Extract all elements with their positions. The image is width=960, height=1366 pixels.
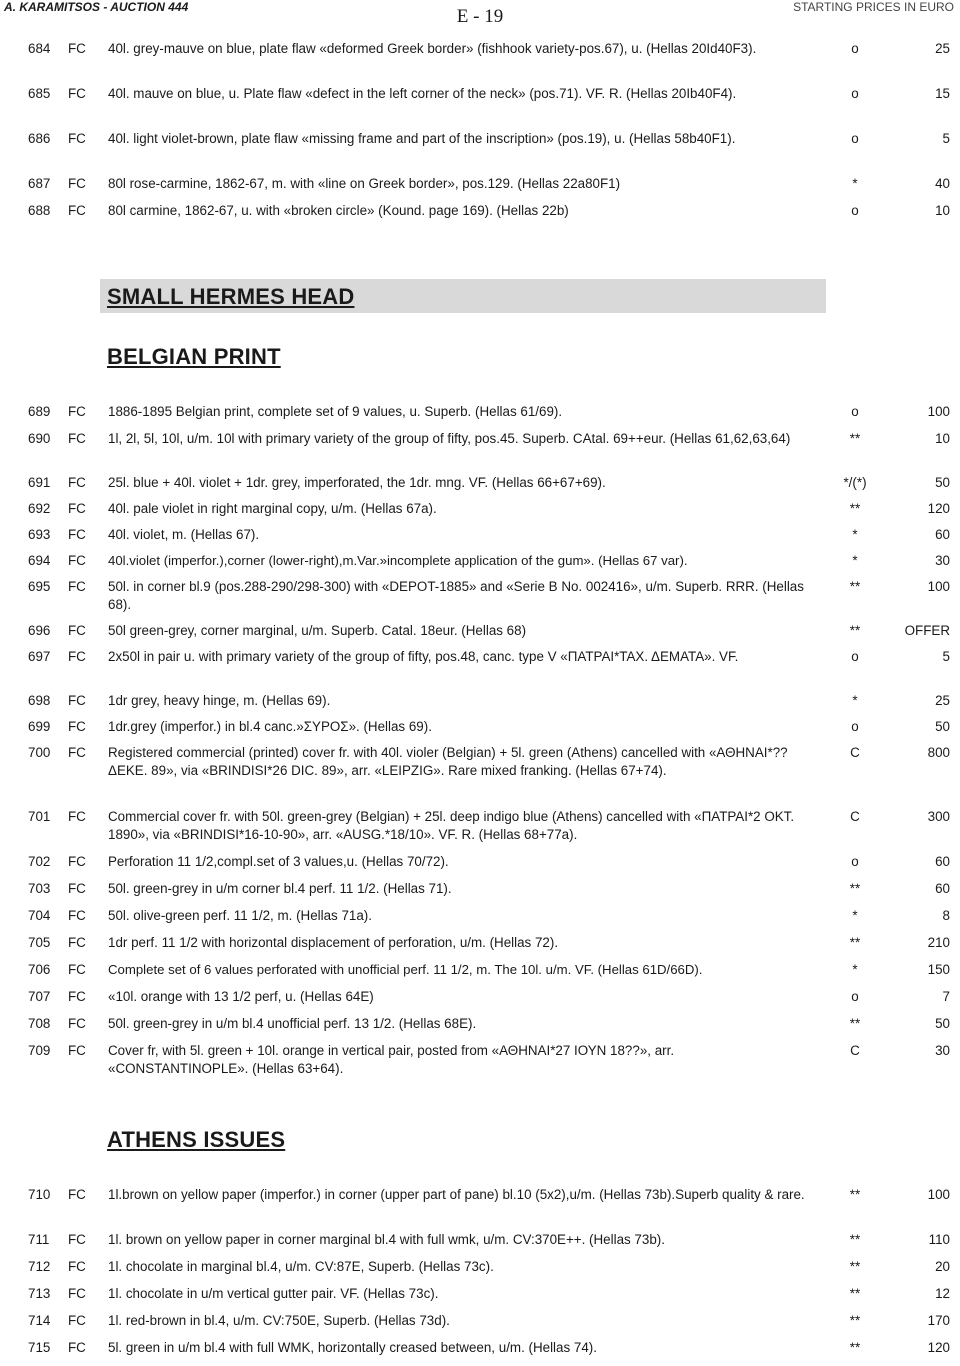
lot-description: 1l.brown on yellow paper (imperfor.) in corner (upper part of pane) bl.10 (5x2),u/m. (Hellas 73b).Superb quality & rare. [108,1187,805,1202]
lot-condition: ** [849,1187,861,1202]
lot-class: FC [68,1232,86,1247]
lot-price: 20 [935,1259,950,1274]
lot-price: 100 [927,1187,950,1202]
lot-number: 713 [28,1286,51,1301]
lot-price: 100 [927,404,950,419]
lot-row [0,1186,960,1231]
lot-row [0,808,960,853]
lot-description: 1l. brown on yellow paper in corner marginal bl.4 with full wmk, u/m. CV:370E++. (Hellas 73b). [108,1232,665,1247]
lot-class: FC [68,404,86,419]
lot-number: 686 [28,131,51,146]
lot-class: FC [68,1286,86,1301]
lot-row [0,1042,960,1086]
lot-price: 5 [942,131,950,146]
lot-condition: o [851,854,859,869]
lot-condition: * [852,527,858,542]
lot-row [0,1231,960,1258]
lot-price: 30 [935,553,950,568]
page-header [0,0,960,30]
section-title-small-hermes: SMALL HERMES HEAD [107,284,355,309]
lot-row [0,202,960,229]
lot-row [0,1285,960,1312]
lot-number: 702 [28,854,51,869]
lot-description: 50l. olive-green perf. 11 1/2, m. (Hellas 71a). [108,908,372,923]
lot-description: 80l rose-carmine, 1862-67, m. with «line on Greek border», pos.129. (Hellas 22a80F1) [108,176,621,191]
lot-class: FC [68,1259,86,1274]
lot-description: Complete set of 6 values perforated with unofficial perf. 11 1/2, m. The 10l. u/m. VF. (Hellas 61D/66D). [108,962,703,977]
lot-number: 712 [28,1259,51,1274]
lot-number: 701 [28,809,51,824]
lot-condition: ** [849,1313,861,1328]
lot-row [0,526,960,552]
lot-price: 120 [927,1340,950,1355]
lot-condition: o [851,404,859,419]
lot-number: 714 [28,1313,51,1328]
lot-number: 689 [28,404,51,419]
lot-class: FC [68,1313,86,1328]
lot-number: 695 [28,579,51,594]
lot-condition: o [851,86,859,101]
lot-class: FC [68,1187,86,1202]
lot-row [0,853,960,880]
lot-row [0,1312,960,1339]
lot-description: 40l.violet (imperfor.),corner (lower-right),m.Var.»incomplete application of the gum». (Hellas 67 var). [108,553,688,568]
lot-class: FC [68,579,86,594]
lot-description: 80l carmine, 1862-67, u. with «broken circle» (Kound. page 169). (Hellas 22b) [108,203,569,218]
lot-condition: */(*) [843,475,867,490]
lot-condition: C [850,1043,860,1058]
lot-number: 711 [28,1232,50,1247]
lot-price: 210 [927,935,950,950]
lot-number: 690 [28,431,51,446]
lot-number: 705 [28,935,51,950]
lot-price: 300 [927,809,950,824]
lot-condition: ** [849,935,861,950]
lot-price: 50 [935,475,950,490]
lot-class: FC [68,86,86,101]
lot-number: 684 [28,41,51,56]
lot-price: 60 [935,854,950,869]
lot-row [0,175,960,202]
lot-description: Commercial cover fr. with 50l. green-grey (Belgian) + 25l. deep indigo blue (Athens) cancelled with «ΠΑΤΡΑΙ*2 ΟΚΤ. 1890», via «BRINDISI*16-10-90», arr. «AUSG.*18/10». VF. R. (Hellas 68+77a). [108,809,795,842]
lot-description: 1l. chocolate in u/m vertical gutter pair. VF. (Hellas 73c). [108,1286,439,1301]
lot-description: 40l. grey-mauve on blue, plate flaw «deformed Greek border» (fishhook variety-pos.67), u. (Hellas 20Id40F3). [108,41,757,56]
lot-number: 694 [28,553,51,568]
lot-condition: C [850,745,860,760]
lot-price: 60 [935,881,950,896]
lot-class: FC [68,908,86,923]
lot-number: 685 [28,86,51,101]
lot-list-belgian [0,403,960,1086]
lot-condition: ** [849,1340,861,1355]
lot-row [0,500,960,526]
lot-price: 110 [928,1232,950,1247]
lot-condition: ** [849,1259,861,1274]
lot-description: 50l green-grey, corner marginal, u/m. Superb. Catal. 18eur. (Hellas 68) [108,623,527,638]
lot-price: 15 [935,86,950,101]
lot-price: 8 [942,908,950,923]
lot-price: 12 [935,1286,950,1301]
lot-condition: ** [849,1286,861,1301]
lot-number: 698 [28,693,51,708]
lot-description: Cover fr, with 5l. green + 10l. orange in vertical pair, posted from «ΑΘΗΝΑΙ*27 ΙΟΥΝ 18??», arr. «CONSTANTINOPLE». (Hellas 63+64). [108,1043,675,1076]
lot-class: FC [68,989,86,1004]
lot-price: 7 [942,989,950,1004]
lot-class: FC [68,527,86,542]
lot-description: «10l. orange with 13 1/2 perf, u. (Hellas 64E) [108,989,374,1004]
lot-price: 5 [942,649,950,664]
lot-number: 703 [28,881,51,896]
lot-row [0,907,960,934]
lot-condition: * [852,553,858,568]
lot-condition: o [851,719,859,734]
lot-price: 170 [927,1313,950,1328]
lot-description: 1dr grey, heavy hinge, m. (Hellas 69). [108,693,331,708]
lot-row [0,648,960,692]
lot-row [0,692,960,718]
lot-price: 10 [935,431,950,446]
lot-description: 1l. red-brown in bl.4, u/m. CV:750E, Superb. (Hellas 73d). [108,1313,450,1328]
lot-description: 2x50l in pair u. with primary variety of the group of fifty, pos.48, canc. type V «ΠΑΤΡΑΙ*ΤΑΧ. ΔΕΜΑΤΑ». VF. [108,649,739,664]
lot-class: FC [68,809,86,824]
section-title-belgian-print: BELGIAN PRINT [107,344,281,369]
lot-class: FC [68,1016,86,1031]
lot-row [0,1258,960,1285]
lot-number: 704 [28,908,51,923]
lot-description: 50l. in corner bl.9 (pos.288-290/298-300) with «DEPOT-1885» and «Serie B No. 002416», u/m. Superb. RRR. (Hellas 68). [108,579,804,612]
lot-price: 150 [927,962,950,977]
lot-condition: * [852,962,858,977]
lot-class: FC [68,745,86,760]
lot-price: 120 [927,501,950,516]
lot-price: 25 [935,693,950,708]
lot-description: 25l. blue + 40l. violet + 1dr. grey, imperforated, the 1dr. mng. VF. (Hellas 66+67+69). [108,475,606,490]
lot-number: 697 [28,649,51,664]
lot-list-athens [0,1186,960,1361]
lot-row [0,961,960,988]
page-number: E - 19 [456,6,504,27]
lot-number: 709 [28,1043,51,1058]
lot-condition: o [851,203,859,218]
lot-condition: ** [849,579,861,594]
lot-price: 40 [935,176,950,191]
lot-condition: C [850,809,860,824]
lot-number: 699 [28,719,51,734]
lot-condition: o [851,989,859,1004]
lot-description: Perforation 11 1/2,compl.set of 3 values,u. (Hellas 70/72). [108,854,449,869]
lot-class: FC [68,935,86,950]
lot-class: FC [68,962,86,977]
lot-row [0,934,960,961]
section-title-athens-issues: ATHENS ISSUES [107,1127,286,1152]
lot-class: FC [68,501,86,516]
lot-row [0,130,960,175]
lot-row [0,578,960,622]
lot-row [0,1015,960,1042]
lot-condition: o [851,131,859,146]
lot-class: FC [68,1043,86,1058]
lot-number: 715 [28,1340,51,1355]
lot-description: 5l. green in u/m bl.4 with full WMK, horizontally creased between, u/m. (Hellas 74). [108,1340,597,1355]
lot-condition: ** [849,1232,861,1247]
lot-price: 50 [935,1016,950,1031]
lot-row [0,718,960,744]
lot-number: 700 [28,745,51,760]
lot-description: 40l. pale violet in right marginal copy, u/m. (Hellas 67a). [108,501,437,516]
lot-condition: ** [849,501,861,516]
lot-description: 1dr.grey (imperfor.) in bl.4 canc.»ΣΥΡΟΣ». (Hellas 69). [108,719,432,734]
lot-description: 50l. green-grey in u/m corner bl.4 perf. 11 1/2. (Hellas 71). [108,881,452,896]
lot-class: FC [68,131,86,146]
lot-condition: o [851,41,859,56]
lot-price: OFFER [904,623,950,638]
price-currency-note: STARTING PRICES IN EURO [793,0,954,14]
lot-row [0,1339,960,1361]
lot-condition: * [852,693,858,708]
lot-row [0,552,960,578]
lot-class: FC [68,693,86,708]
lot-description: Registered commercial (printed) cover fr. with 40l. violer (Belgian) + 5l. green (Athens) cancelled with «ΑΘΗΝΑΙ*?? ΔΕΚΕ. 89», via «BRINDISI*26 DIC. 89», arr. «LEIPZIG». Rare mixed franking. (Hellas 67+74). [108,745,788,778]
auction-title: A. KARAMITSOS - AUCTION 444 [4,0,189,14]
lot-condition: ** [849,1016,861,1031]
lot-class: FC [68,881,86,896]
lot-row [0,744,960,808]
lot-description: 1l, 2l, 5l, 10l, u/m. 10l with primary variety of the group of fifty, pos.45. Superb. CAtal. 69++eur. (Hellas 61,62,63,64) [108,431,791,446]
lot-number: 706 [28,962,51,977]
lot-class: FC [68,475,86,490]
lot-class: FC [68,553,86,568]
lot-price: 30 [935,1043,950,1058]
lot-price: 100 [927,579,950,594]
lot-condition: o [851,649,859,664]
lot-row [0,988,960,1015]
lot-condition: * [852,176,858,191]
lot-class: FC [68,203,86,218]
lot-row [0,403,960,430]
lot-row [0,40,960,85]
lot-number: 708 [28,1016,51,1031]
lot-row [0,880,960,907]
lot-condition: ** [849,623,861,638]
lot-price: 60 [935,527,950,542]
lot-number: 696 [28,623,51,638]
lot-class: FC [68,176,86,191]
lot-description: 40l. light violet-brown, plate flaw «missing frame and part of the inscription» (pos.19), u. (Hellas 58b40F1). [108,131,736,146]
lot-row [0,85,960,130]
lot-row [0,622,960,648]
lot-number: 710 [28,1187,51,1202]
lot-description: 40l. violet, m. (Hellas 67). [108,527,260,542]
lot-description: 1dr perf. 11 1/2 with horizontal displacement of perforation, u/m. (Hellas 72). [108,935,559,950]
lot-number: 693 [28,527,51,542]
lot-row [0,474,960,500]
lot-price: 800 [927,745,950,760]
lot-class: FC [68,719,86,734]
lot-condition: ** [849,881,861,896]
lot-price: 10 [935,203,950,218]
lot-class: FC [68,1340,86,1355]
lot-description: 50l. green-grey in u/m bl.4 unofficial perf. 13 1/2. (Hellas 68E). [108,1016,477,1031]
lot-class: FC [68,649,86,664]
lot-condition: * [852,908,858,923]
lot-number: 692 [28,501,51,516]
lot-number: 707 [28,989,51,1004]
lot-number: 688 [28,203,51,218]
lot-description: 1886-1895 Belgian print, complete set of 9 values, u. Superb. (Hellas 61/69). [108,404,563,419]
lot-price: 25 [935,41,950,56]
lot-description: 40l. mauve on blue, u. Plate flaw «defect in the left corner of the neck» (pos.71). VF. R. (Hellas 20Ib40F4). [108,86,737,101]
lot-description: 1l. chocolate in marginal bl.4, u/m. CV:87E, Superb. (Hellas 73c). [108,1259,494,1274]
lot-list-top [0,40,960,229]
lot-class: FC [68,41,86,56]
lot-class: FC [68,431,86,446]
lot-class: FC [68,623,86,638]
lot-number: 687 [28,176,51,191]
lot-row [0,430,960,474]
lot-price: 50 [935,719,950,734]
lot-number: 691 [28,475,51,490]
lot-class: FC [68,854,86,869]
lot-condition: ** [849,431,861,446]
